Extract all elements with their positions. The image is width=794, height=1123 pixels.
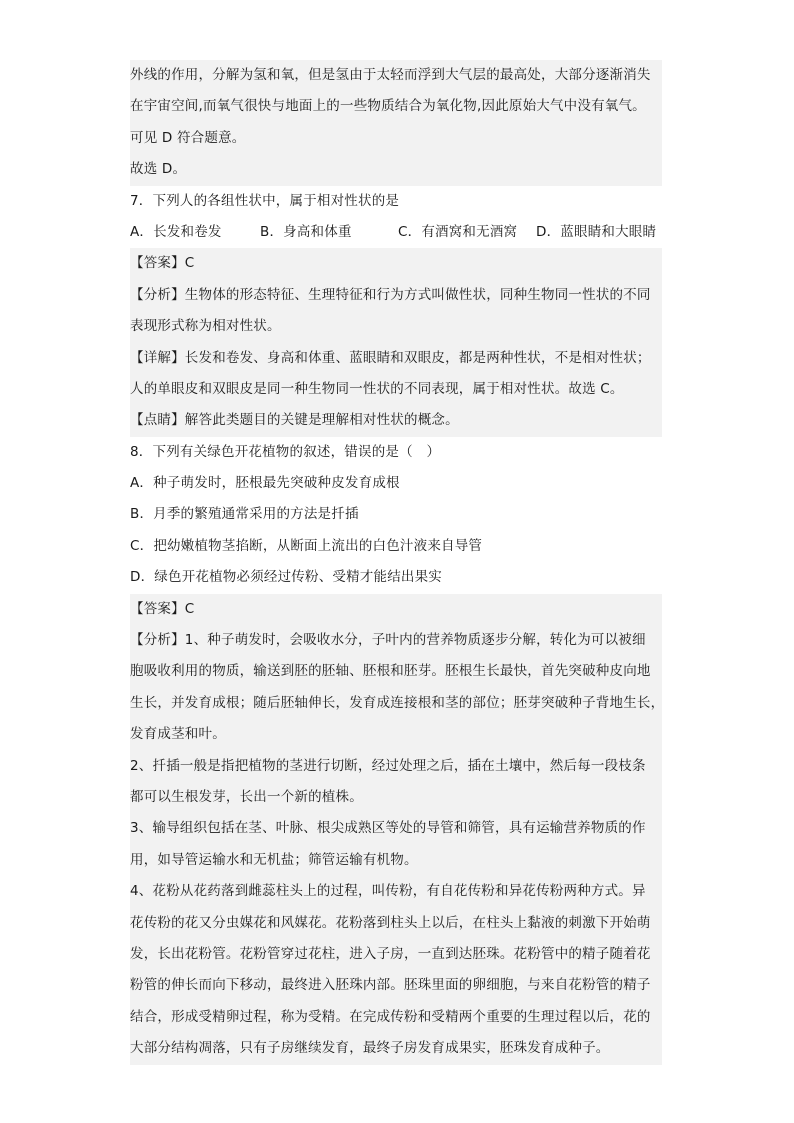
q8-analysis-line: 4、花粉从花药落到雌蕊柱头上的过程，叫传粉，有自花传粉和异花传粉两种方式。异 [130, 876, 662, 907]
q8-answer: 【答案】C [130, 594, 662, 625]
q7-answer: 【答案】C [130, 248, 662, 279]
q7-analysis-line: 【分析】生物体的形态特征、生理特征和行为方式叫做性状，同种生物同一性状的不同 [130, 280, 662, 311]
q8-option-a: A．种子萌发时，胚根最先突破种皮发育成根 [130, 475, 400, 492]
q6-explanation-line: 可见 D 符合题意。 [130, 123, 662, 154]
q6-explanation-line: 外线的作用，分解为氢和氧，但是氢由于太轻而浮到大气层的最高处，大部分逐渐消失 [130, 60, 662, 91]
q6-explanation-line: 在宇宙空间,而氧气很快与地面上的一些物质结合为氧化物,因此原始大气中没有氧气。 [130, 91, 662, 122]
q7-option-c: C．有酒窝和无酒窝 [398, 223, 518, 240]
q7-analysis-line: 表现形式称为相对性状。 [130, 311, 662, 342]
document-page [130, 60, 665, 1065]
q8-analysis-line: 胞吸收利用的物质，输送到胚的胚轴、胚根和胚芽。胚根生长最快，首先突破种皮向地 [130, 656, 662, 687]
q7-option-b: B．身高和体重 [260, 223, 352, 240]
q8-analysis-line: 都可以生根发芽，长出一个新的植株。 [130, 782, 662, 813]
q7-stem: 7．下列人的各组性状中，属于相对性状的是 [130, 192, 400, 209]
q8-analysis-line: 结合，形成受精卵过程，称为受精。在完成传粉和受精两个重要的生理过程以后，花的 [130, 1002, 662, 1033]
q8-analysis-line: 2、扦插一般是指把植物的茎进行切断，经过处理之后，插在土壤中，然后每一段枝条 [130, 751, 662, 782]
q8-analysis-line: 用，如导管运输水和无机盐；筛管运输有机物。 [130, 845, 662, 876]
q8-analysis-line: 发，长出花粉管。花粉管穿过花柱，进入子房，一直到达胚珠。花粉管中的精子随着花 [130, 939, 662, 970]
q8-analysis-line: 3、输导组织包括在茎、叶脉、根尖成熟区等处的导管和筛管，具有运输营养物质的作 [130, 813, 662, 844]
q8-analysis-line: 【分析】1、种子萌发时，会吸收水分，子叶内的营养物质逐步分解，转化为可以被细 [130, 625, 662, 656]
q8-option-b: B．月季的繁殖通常采用的方法是扦插 [130, 506, 359, 523]
q8-analysis-line: 花传粉的花又分虫媒花和风媒花。花粉落到柱头上以后，在柱头上黏液的刺激下开始萌 [130, 908, 662, 939]
q8-analysis-line: 生长，并发育成根；随后胚轴伸长，发育成连接根和茎的部位；胚芽突破种子背地生长， [130, 688, 662, 719]
q8-analysis-line: 大部分结构凋落，只有子房继续发育，最终子房发育成果实，胚珠发育成种子。 [130, 1033, 662, 1064]
q6-conclusion: 故选 D。 [130, 154, 662, 185]
q8-option-d: D．绿色开花植物必须经过传粉、受精才能结出果实 [130, 569, 442, 586]
q7-tip: 【点睛】解答此类题目的关键是理解相对性状的概念。 [130, 405, 662, 436]
q8-option-c: C．把幼嫩植物茎掐断，从断面上流出的白色汁液来自导管 [130, 537, 483, 554]
q8-stem: 8．下列有关绿色开花植物的叙述，错误的是（ ） [130, 443, 441, 460]
q8-analysis-line: 粉管的伸长而向下移动，最终进入胚珠内部。胚珠里面的卵细胞，与来自花粉管的精子 [130, 970, 662, 1001]
q8-analysis-line: 发育成茎和叶。 [130, 719, 662, 750]
q7-option-a: A．长发和卷发 [130, 223, 222, 240]
q7-detail-line: 【详解】长发和卷发、身高和体重、蓝眼睛和双眼皮，都是两种性状，不是相对性状； [130, 343, 662, 374]
q7-options [130, 217, 662, 248]
q7-option-d: D．蓝眼睛和大眼睛 [536, 223, 657, 240]
q7-detail-line: 人的单眼皮和双眼皮是同一种生物同一性状的不同表现，属于相对性状。故选 C。 [130, 374, 662, 405]
